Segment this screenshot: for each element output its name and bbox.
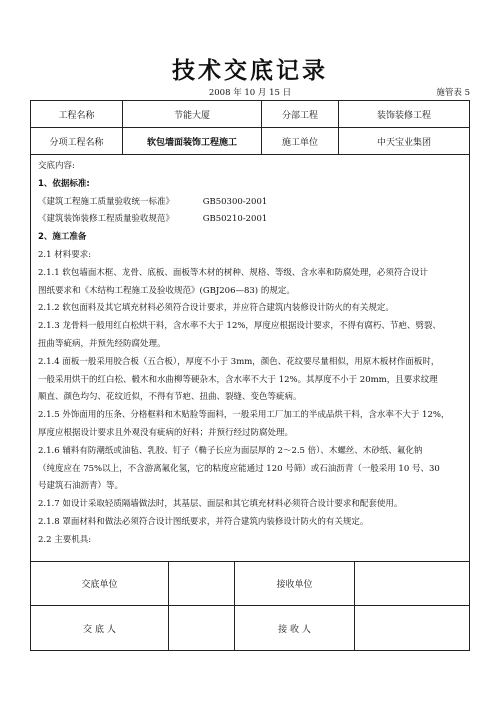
subproject-label: 分部工程 — [262, 101, 339, 127]
form-code: 施管表 5 — [436, 88, 470, 98]
item-name-label: 分项工程名称 — [31, 128, 123, 154]
content-line: 顺直、颜色均匀、花纹近似，不得有节疤、扭曲、裂缝、变色等疵病。 — [38, 392, 302, 403]
project-name-value: 节能大厦 — [123, 101, 262, 127]
meta-line — [30, 86, 470, 100]
date-text: 2008 年 10 月 15 日 — [208, 88, 292, 98]
content-line: 扭曲等疵病，并预先经防腐处理。 — [38, 338, 166, 349]
standard-code: GB50210-2001 — [202, 214, 268, 225]
content-line: 图纸要求和《木结构工程施工及验收规范》(GBJ206—83) 的规定。 — [38, 285, 295, 296]
record-table — [30, 100, 470, 651]
content-line: 2.1.6 辅料有防潮纸或油毡、乳胶、钉子（椭子长应为面层厚的 2～2.5 倍）、木螺丝、木砂纸、氟化钠 — [38, 445, 423, 456]
content-line: 2.2 主要机具: — [38, 534, 92, 545]
header-row-item — [31, 128, 469, 155]
section-standards: 1、依据标准: — [38, 178, 90, 189]
section-preparation: 2、施工准备 — [38, 232, 87, 243]
content-line: 2.1.8 罩面材料和做法必须符合设计图纸要求，并符合建筑内装修设计防火的有关规定。 — [38, 516, 369, 527]
content-line: 一般采用烘干的红白松、椴木和水曲柳等硬杂木，含水率不大于 12%。其厚度不小于 20mm，且要求纹理 — [38, 374, 438, 385]
sign-row-units — [31, 562, 469, 606]
receiving-unit-label: 接收单位 — [235, 562, 355, 605]
content-line: 号建筑石油沥青）等。 — [38, 481, 124, 492]
receiving-unit-value — [355, 562, 469, 605]
construction-unit-value: 中天宝业集团 — [376, 137, 431, 148]
handover-content — [31, 154, 469, 562]
content-line: 2.1.2 软包面料及其它填充材料必须符合设计要求，并应符合建筑内装修设计防火的有关规定。 — [38, 303, 394, 314]
subproject-value: 装饰装修工程 — [376, 110, 431, 121]
handover-person-label: 交 底 人 — [31, 606, 169, 650]
construction-unit-label: 施工单位 — [262, 128, 339, 154]
sign-row-persons — [31, 606, 469, 650]
receiver-value — [355, 606, 469, 650]
standard-name: 《建筑装饰装修工程质量验收规范》 — [38, 214, 175, 225]
item-name-value: 软包墙面装饰工程施工 — [123, 128, 262, 154]
material-requirements-heading: 2.1 材料要求: — [38, 249, 92, 260]
content-line: 2.1.7 如设计采取轻质隔墙做法时，其基层、面层和其它填充材料必须符合设计要求和配套使用。 — [38, 499, 403, 510]
content-line: 2.1.5 外饰面用的压条、分格框料和木贴脸等面料，一般采用工厂加工的半成品烘干料，含水率不大于 12%， — [38, 410, 450, 421]
document-title: 技术交底记录 — [172, 58, 328, 84]
content-intro: 交底内容: — [38, 161, 75, 171]
content-line: 厚度应根据设计要求且外观没有疵病的好料；并预行经过防腐处理。 — [38, 427, 294, 438]
handover-person-value — [169, 606, 235, 650]
content-line: 2.1.1 软包墙面木框、龙骨、底板、面板等木材的树种、规格、等级、含水率和防腐处理，必须符合设计 — [38, 267, 428, 278]
standard-item — [38, 211, 462, 229]
content-line: （纯度应在 75%以上，不含游离氟化氢，它的粘度应能通过 120 号筛）或石油沥青（一般采用 10 号、30 — [38, 463, 440, 474]
project-name-label: 工程名称 — [31, 101, 123, 127]
receiver-label: 接 收 人 — [235, 606, 355, 650]
standard-item — [38, 194, 462, 212]
standard-name: 《建筑工程施工质量验收统一标准》 — [38, 196, 175, 207]
content-line: 2.1.3 龙骨料一般用红白松烘干料，含水率不大于 12%，厚度应根据设计要求，不得有腐朽、节疤、劈裂、 — [38, 321, 441, 332]
content-line: 2.1.4 面板一般采用胶合板（五合板），厚度不小于 3mm，颜色、花纹要尽量相似，用原木板材作面板时， — [38, 356, 440, 367]
handover-unit-value — [169, 562, 235, 605]
handover-unit-label: 交底单位 — [31, 562, 169, 605]
standard-code: GB50300-2001 — [202, 196, 268, 207]
header-row-project — [31, 101, 469, 128]
